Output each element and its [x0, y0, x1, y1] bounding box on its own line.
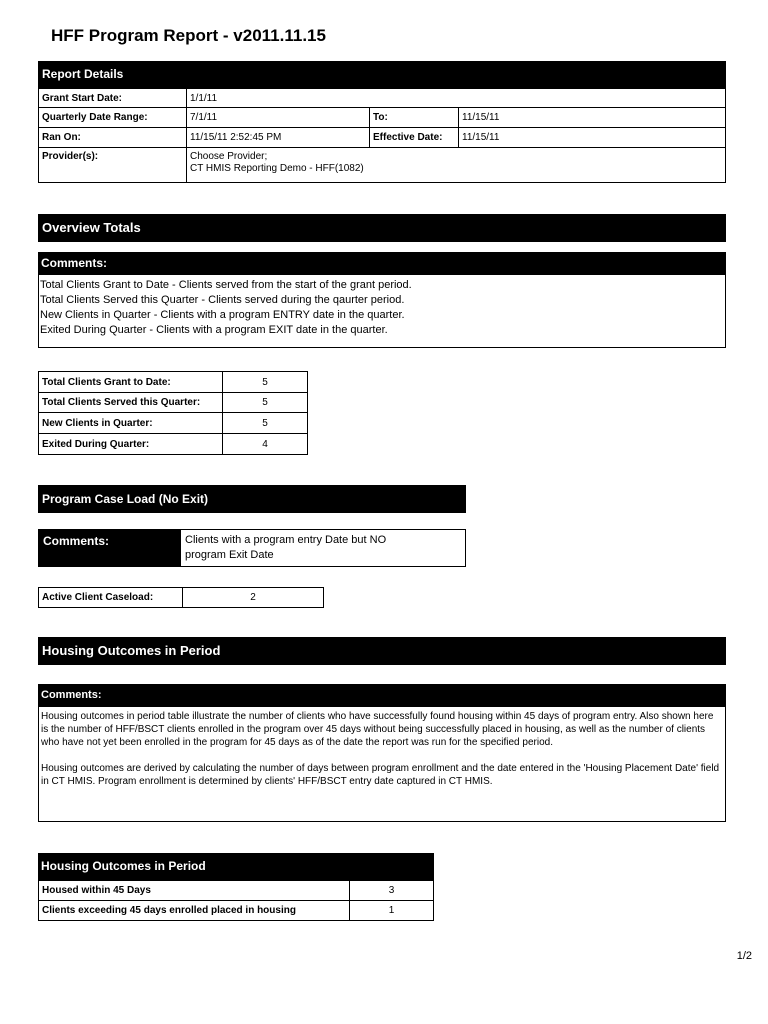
- report-details-header: Report Details: [38, 61, 726, 88]
- to-value: 11/15/11: [459, 108, 726, 128]
- overview-totals-table: [38, 371, 308, 455]
- to-label: To:: [370, 108, 459, 128]
- housing-comments-body: [38, 706, 726, 822]
- effective-date-value: 11/15/11: [459, 128, 726, 148]
- active-caseload-label: Active Client Caseload:: [39, 588, 183, 608]
- providers-value: [187, 148, 726, 183]
- overview-totals-header: Overview Totals: [38, 214, 726, 242]
- housing-comment-paragraph: Housing outcomes are derived by calculating the number of days between program enrollment and the date entered in the 'Housing Placement Date' field in CT HMIS. Program enrollment is determined by clients' HFF/BSCT entry date captured in CT HMIS.: [41, 763, 720, 787]
- providers-label: Provider(s):: [39, 148, 187, 183]
- total-quarter-value: 5: [223, 393, 308, 413]
- exceeding-45-label: Clients exceeding 45 days enrolled placed in housing: [39, 901, 350, 921]
- quarterly-range-from: 7/1/11: [187, 108, 370, 128]
- caseload-comments: [38, 529, 466, 567]
- housing-table-header: Housing Outcomes in Period: [38, 853, 434, 880]
- overview-comments-body: [38, 274, 726, 348]
- exited-label: Exited During Quarter:: [39, 434, 223, 455]
- housing-comment-paragraph: Housing outcomes in period table illustrate the number of clients who have successfully found housing within 45 days of program entry. Also shown here is the number of HFF/BSCT clients enrolled in the program over 45 days without being successfully placed in housing, as well as the number of clients who have not yet been enrolled in the program for 45 days as of the date the report was run for the specified period.: [41, 711, 714, 748]
- report-details-table: [38, 88, 726, 183]
- total-grant-value: 5: [223, 372, 308, 393]
- caseload-header: Program Case Load (No Exit): [38, 485, 466, 513]
- overview-comments-header: Comments:: [38, 252, 726, 274]
- caseload-table: [38, 587, 324, 608]
- total-quarter-label: Total Clients Served this Quarter:: [39, 393, 223, 413]
- active-caseload-value: 2: [183, 588, 324, 608]
- quarterly-range-label: Quarterly Date Range:: [39, 108, 187, 128]
- overview-comment-line: New Clients in Quarter - Clients with a program ENTRY date in the quarter.: [40, 309, 405, 321]
- housed-45-label: Housed within 45 Days: [39, 881, 350, 901]
- overview-comment-line: Exited During Quarter - Clients with a program EXIT date in the quarter.: [40, 324, 388, 336]
- caseload-comments-label: Comments:: [39, 530, 181, 566]
- total-grant-label: Total Clients Grant to Date:: [39, 372, 223, 393]
- housing-comments-header: Comments:: [38, 684, 726, 706]
- ran-on-value: 11/15/11 2:52:45 PM: [187, 128, 370, 148]
- housing-outcomes-header: Housing Outcomes in Period: [38, 637, 726, 665]
- providers-line-1: Choose Provider;: [190, 151, 268, 162]
- overview-comment-line: Total Clients Grant to Date - Clients served from the start of the grant period.: [40, 279, 412, 291]
- providers-line-2: CT HMIS Reporting Demo - HFF(1082): [190, 163, 364, 174]
- grant-start-value: 1/1/11: [187, 89, 726, 108]
- page-number: 1/2: [736, 950, 752, 962]
- caseload-comment-line: Clients with a program entry Date but NO: [185, 534, 387, 546]
- caseload-comment-line: program Exit Date: [185, 549, 274, 561]
- caseload-comments-text: [181, 530, 386, 566]
- report-title: HFF Program Report - v2011.11.15: [51, 26, 326, 45]
- exited-value: 4: [223, 434, 308, 455]
- ran-on-label: Ran On:: [39, 128, 187, 148]
- new-clients-label: New Clients in Quarter:: [39, 413, 223, 434]
- housed-45-value: 3: [350, 881, 434, 901]
- overview-comment-line: Total Clients Served this Quarter - Clients served during the qaurter period.: [40, 294, 405, 306]
- new-clients-value: 5: [223, 413, 308, 434]
- effective-date-label: Effective Date:: [370, 128, 459, 148]
- housing-outcomes-table: [38, 880, 434, 921]
- grant-start-label: Grant Start Date:: [39, 89, 187, 108]
- exceeding-45-value: 1: [350, 901, 434, 921]
